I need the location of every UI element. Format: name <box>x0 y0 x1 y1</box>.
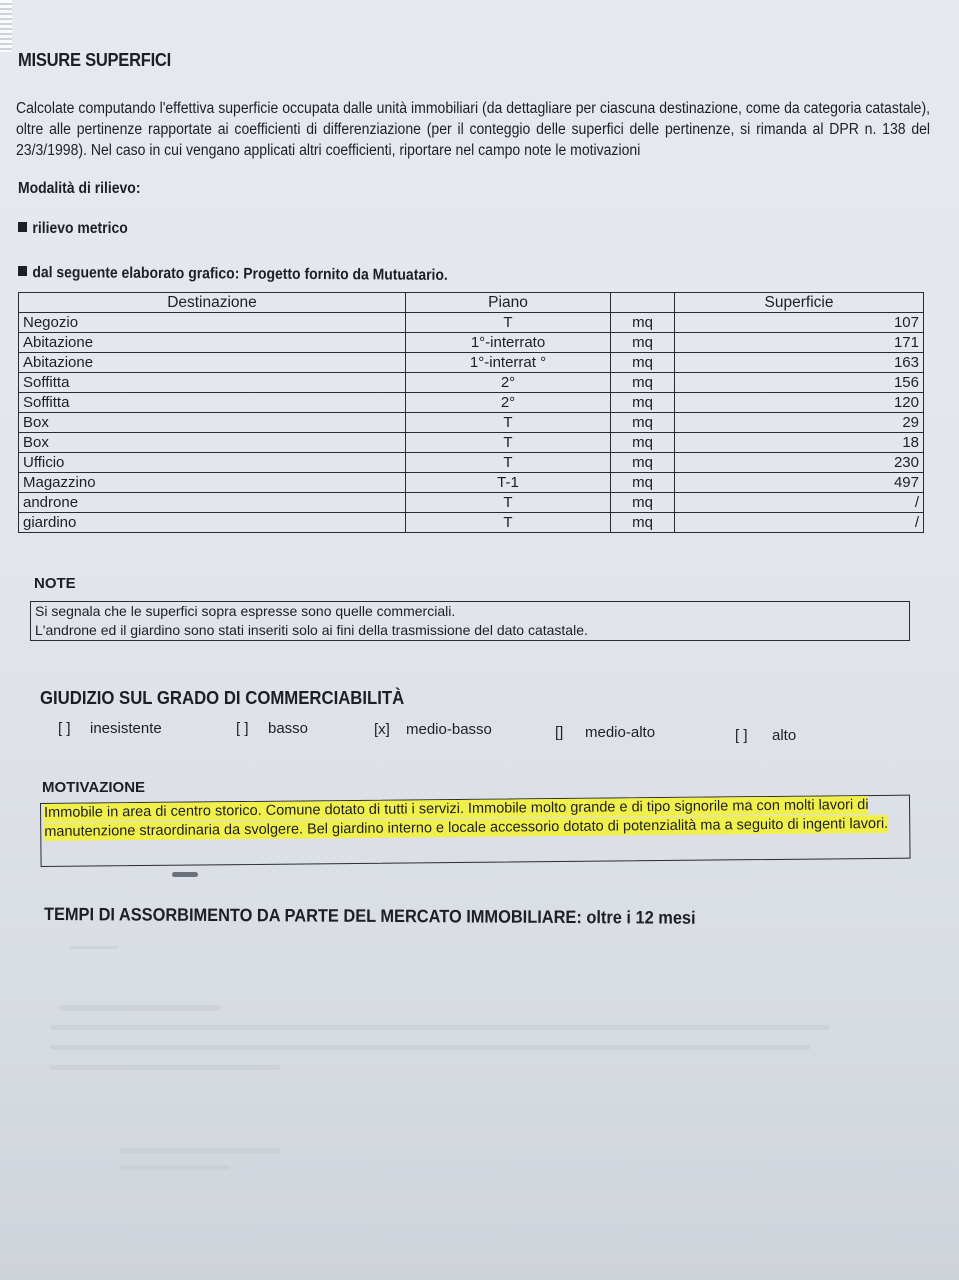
option-alto <box>735 727 796 744</box>
cell-piano: 1°-interrato <box>406 333 611 353</box>
option-medio-basso <box>374 721 492 738</box>
checkbox-mark: [ ] <box>735 727 748 744</box>
bleed-through-mark <box>70 946 118 949</box>
option-basso <box>236 720 308 737</box>
cell-destinazione: androne <box>19 493 406 513</box>
cell-destinazione: Abitazione <box>19 353 406 373</box>
cell-piano: T <box>406 493 611 513</box>
cell-piano: T <box>406 453 611 473</box>
cell-destinazione: Box <box>19 413 406 433</box>
cell-destinazione: Soffitta <box>19 393 406 413</box>
intro-paragraph: Calcolate computando l'effettiva superficie occupata dalle unità immobiliari (da dettagliare per ciascuna destinazione, come da categoria catastale), oltre alle pertinenze rapportate ai coefficienti di differenziazione (per il conteggio delle superfici delle pertinenze, si rimanda al DPR n. 138 del 23/3/1998). Nel caso in cui vengano applicati altri coefficienti, riportare nel campo note le motivazioni <box>16 100 931 159</box>
cell-superficie: 107 <box>675 313 924 333</box>
cell-destinazione: Negozio <box>19 313 406 333</box>
checkbox-mark: [ ] <box>58 720 71 737</box>
tempi-assorbimento: TEMPI DI ASSORBIMENTO DA PARTE DEL MERCATO IMMOBILIARE: oltre i 12 mesi <box>43 904 696 928</box>
motivazione-box <box>40 795 911 867</box>
cell-destinazione: Box <box>19 433 406 453</box>
cell-piano: 2° <box>406 393 611 413</box>
bleed-through-mark <box>120 1165 230 1170</box>
cell-superficie: 497 <box>675 473 924 493</box>
header-superficie: Superficie <box>675 293 924 313</box>
option-inesistente <box>58 720 162 737</box>
checkbox-mark: [ ] <box>236 720 249 737</box>
cell-unit: mq <box>611 453 675 473</box>
cell-superficie: 120 <box>675 393 924 413</box>
cell-piano: 1°-interrat ° <box>406 353 611 373</box>
motivazione-text: Immobile in area di centro storico. Comune dotato di tutti i servizi. Immobile molto grande e di tipo signorile ma con molti lavori di manutenzione straordinaria da svolgere. Bel giardino interno e locale accessorio dotato di potenzialità ma a seguito di ingenti lavori. <box>44 797 889 840</box>
option-elaborato-grafico <box>18 264 448 285</box>
ink-smudge <box>172 872 198 877</box>
cell-destinazione: Magazzino <box>19 473 406 493</box>
section-title: MISURE SUPERFICI <box>18 50 171 70</box>
cell-superficie: 156 <box>675 373 924 393</box>
superfici-table <box>18 292 924 533</box>
cell-superficie: 230 <box>675 453 924 473</box>
cell-unit: mq <box>611 513 675 533</box>
bleed-through-mark <box>120 1148 280 1153</box>
table-row <box>19 373 924 393</box>
table-row <box>19 513 924 533</box>
header-piano: Piano <box>406 293 611 313</box>
header-unit <box>611 293 675 313</box>
bleed-through-mark <box>60 1005 220 1011</box>
cell-destinazione: Soffitta <box>19 373 406 393</box>
table-row <box>19 493 924 513</box>
option-label: basso <box>268 720 309 737</box>
cell-superficie: 29 <box>675 413 924 433</box>
option-label: inesistente <box>90 720 162 737</box>
cell-piano: 2° <box>406 373 611 393</box>
option-label: medio-basso <box>406 721 492 738</box>
option-rilievo-metrico <box>18 220 128 238</box>
cell-unit: mq <box>611 393 675 413</box>
bleed-through-mark <box>50 1045 810 1050</box>
option-medio-alto <box>555 724 655 741</box>
note-line: L'androne ed il giardino sono stati inseriti solo ai fini della trasmissione del dato catastale. <box>35 622 588 638</box>
bullet-square-icon <box>18 222 27 232</box>
table-row <box>19 413 924 433</box>
cell-unit: mq <box>611 413 675 433</box>
cell-unit: mq <box>611 433 675 453</box>
cell-superficie: 18 <box>675 433 924 453</box>
cell-piano: T <box>406 313 611 333</box>
table-header-row <box>19 293 924 313</box>
bleed-through-mark <box>50 1065 280 1070</box>
cell-unit: mq <box>611 353 675 373</box>
cell-unit: mq <box>611 373 675 393</box>
cell-superficie: / <box>675 513 924 533</box>
option-label: alto <box>772 727 797 744</box>
table-row <box>19 453 924 473</box>
cell-piano: T <box>406 413 611 433</box>
cell-piano: T-1 <box>406 473 611 493</box>
cell-piano: T <box>406 513 611 533</box>
note-box <box>30 601 910 641</box>
checkbox-mark: [x] <box>374 721 390 738</box>
note-title: NOTE <box>34 575 76 592</box>
paper-edge <box>0 0 12 52</box>
cell-superficie: 163 <box>675 353 924 373</box>
cell-unit: mq <box>611 333 675 353</box>
table-row <box>19 313 924 333</box>
option-elaborato-label: dal seguente elaborato grafico: Progetto fornito da Mutuatario. <box>32 264 448 284</box>
table-row <box>19 353 924 373</box>
cell-destinazione: Abitazione <box>19 333 406 353</box>
header-destinazione: Destinazione <box>19 293 406 313</box>
cell-destinazione: giardino <box>19 513 406 533</box>
motivazione-title: MOTIVAZIONE <box>42 779 146 796</box>
table-row <box>19 333 924 353</box>
cell-piano: T <box>406 433 611 453</box>
cell-unit: mq <box>611 473 675 493</box>
cell-unit: mq <box>611 493 675 513</box>
table-row <box>19 433 924 453</box>
giudizio-title: GIUDIZIO SUL GRADO DI COMMERCIABILITÀ <box>40 688 405 708</box>
cell-superficie: / <box>675 493 924 513</box>
cell-unit: mq <box>611 313 675 333</box>
table-row <box>19 393 924 413</box>
note-line: Si segnala che le superfici sopra espresse sono quelle commerciali. <box>35 603 456 619</box>
cell-superficie: 171 <box>675 333 924 353</box>
cell-destinazione: Ufficio <box>19 453 406 473</box>
table-row <box>19 473 924 493</box>
option-rilievo-label: rilievo metrico <box>32 220 128 237</box>
bullet-square-icon <box>18 266 27 276</box>
bleed-through-mark <box>50 1025 830 1030</box>
option-label: medio-alto <box>585 724 656 741</box>
checkbox-mark: [] <box>555 724 564 741</box>
modalita-label: Modalità di rilievo: <box>18 180 141 197</box>
